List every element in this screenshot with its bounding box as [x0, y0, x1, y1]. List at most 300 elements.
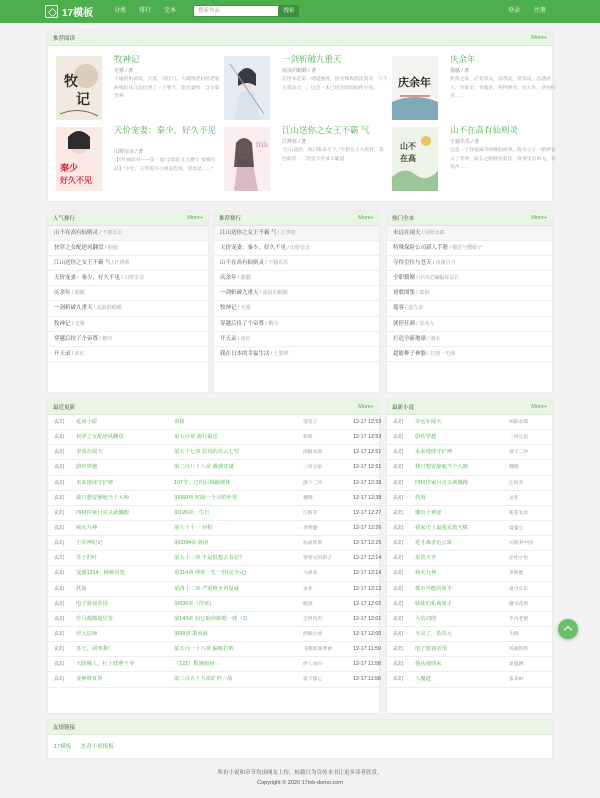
update-chapter[interactable]: 第九十十一 异程 [174, 524, 213, 531]
rank-book-title[interactable]: 山不在高有仙则灵 [54, 230, 99, 236]
rank-item[interactable] [214, 226, 379, 241]
newest-book-title[interactable]: 未来地球守护神 [415, 449, 453, 456]
rank-item[interactable] [387, 241, 552, 256]
book-cover[interactable] [56, 127, 102, 191]
update-author: 灵菲 [303, 586, 313, 592]
newest-row [387, 506, 552, 521]
update-row [48, 430, 382, 445]
update-chapter[interactable]: 第060章 时隔一个月的补票 [174, 494, 238, 501]
svg-text:牧: 牧 [64, 74, 78, 90]
rank-book-title[interactable]: 一剑斩破九重天 [54, 305, 93, 312]
newest-author: 半丹老窗 [509, 616, 529, 622]
update-author: 佑而的周 [303, 541, 323, 547]
update-row [48, 506, 382, 521]
rank-book-title[interactable]: 江山送你之女王不霸 气 [220, 230, 277, 236]
update-chapter[interactable]: 第0094章 族困 [174, 540, 209, 547]
popular-rank-panel [48, 211, 208, 392]
rank-book-title[interactable]: 山不在高有仙则灵 [220, 260, 265, 267]
newest-author: 新花农农 [509, 510, 529, 516]
separator: / [415, 320, 420, 327]
separator: / [420, 230, 425, 236]
update-chapter[interactable]: 第99章 萧风海 [174, 630, 208, 637]
update-book-title[interactable]: 苏王，别欢我! [76, 646, 110, 653]
separator: / [110, 260, 115, 267]
newest-row [387, 566, 552, 581]
separator: / [103, 245, 108, 252]
update-category: 玄幻 [54, 434, 65, 441]
friend-link[interactable]: 杰奇小说模板 [80, 744, 114, 750]
rank-item[interactable] [48, 226, 208, 241]
book-card[interactable] [221, 125, 391, 185]
rank-item[interactable] [48, 317, 208, 332]
newest-row [387, 460, 552, 475]
book-card[interactable] [221, 54, 391, 114]
panel-title: 热门全本 [392, 216, 415, 222]
newest-author: 江海笑 [509, 480, 524, 486]
newest-row [387, 476, 552, 491]
separator: / [236, 275, 241, 282]
update-book-title[interactable]: 快穿之女配逆风翻盘 [76, 434, 124, 441]
separator: / [415, 290, 420, 297]
update-chapter[interactable]: 第五十七章 拉风的亮云七型 [174, 449, 240, 456]
rank-item[interactable] [48, 301, 208, 316]
book-author: 山野亲亲 / 著 [114, 149, 144, 155]
update-chapter[interactable]: 第三百五十九章旷世一战 [174, 676, 233, 683]
rank-book-author: 江烨蓝 [114, 260, 130, 267]
newest-book-title[interactable]: 天灵了，敦馬元 [415, 630, 453, 637]
book-cover[interactable] [392, 127, 438, 191]
rank-book-title[interactable]: 全职赘婿 [393, 275, 416, 282]
update-time: 12-17 12:26 [353, 524, 382, 531]
update-category: 玄幻 [54, 540, 65, 547]
separator: / [264, 320, 269, 327]
newest-author: 夏可东东 [509, 586, 529, 592]
newest-category: 玄幻 [393, 661, 404, 668]
rank-book-title[interactable]: 蔓客 [393, 305, 405, 312]
book-author: 猫腻 / 著 [450, 68, 470, 74]
newest-category: 玄幻 [393, 646, 404, 653]
rank-item[interactable] [387, 317, 552, 332]
update-author: 飞翔的油菜神 [303, 647, 332, 653]
newest-author: 李明健 [509, 571, 524, 577]
update-chapter[interactable]: 第314章 理你一生一世(完全完) [174, 570, 247, 577]
book-card[interactable] [389, 54, 559, 114]
separator: / [98, 335, 103, 342]
update-category: 玄幻 [54, 570, 65, 577]
update-chapter[interactable]: 第143章 给它取你蛙嗯一球（1) [174, 615, 248, 622]
rank-book-title[interactable]: 牧神记 [54, 320, 71, 327]
book-desc: 前世本是第一剑道强者，因为修炼混沌剑诀，与千万剑灵合一，这是一本已经完结的仙侠小说。 [282, 77, 388, 91]
update-chapter[interactable]: 107节：过招后腾蹦弹体 [174, 479, 231, 486]
update-row [48, 521, 382, 536]
newest-author: 任性小鱼 [509, 556, 529, 562]
rank-book-title[interactable]: 就停狂颜 [393, 320, 416, 327]
more-link[interactable]: More+ [531, 35, 547, 41]
separator: / [70, 350, 75, 357]
update-author: 伊人来归 [303, 662, 323, 668]
svg-text:庆余年: 庆余年 [398, 76, 431, 89]
separator: / [426, 350, 431, 357]
rank-item[interactable] [387, 332, 552, 347]
rank-item[interactable] [387, 347, 552, 362]
newest-book-title[interactable]: 大荒词图 [415, 615, 437, 622]
update-chapter[interactable]: （122）数婉娘场 [174, 661, 215, 668]
rank-book-author: 江烨蓝 [280, 230, 296, 236]
rank-item[interactable] [387, 226, 552, 241]
update-time: 12-17 12:13 [353, 585, 382, 592]
rank-item[interactable] [214, 332, 379, 347]
rank-book-author: 鹅冷 [102, 335, 113, 342]
svg-text:秦少: 秦少 [60, 164, 79, 174]
update-chapter[interactable]: 第五十三章 不是很想去看看? [174, 555, 242, 562]
update-book-title[interactable]: 苏子的叶 [76, 555, 98, 562]
newest-book-title[interactable]: 蔚传穿越 [415, 434, 437, 441]
rank-book-title[interactable]: 天价宠妻：秦少，好久不见 [54, 275, 121, 282]
update-time: 12-17 12:51 [353, 464, 382, 471]
newest-list [387, 415, 552, 688]
rank-book-author: 血红 [74, 350, 85, 357]
book-author: 流浪的蛤蟆 / 著 [282, 68, 317, 74]
update-time: 12-17 11:58 [353, 661, 381, 668]
update-time: 12-17 12:53 [353, 419, 382, 425]
update-row [48, 491, 382, 506]
rank-book-title[interactable]: 我在日本的幸福生活 [220, 350, 270, 357]
separator: / [426, 335, 431, 342]
separator: / [258, 290, 263, 297]
rank-book-author: 中决定蝙蝠哥哥长 [419, 275, 460, 282]
newest-category: 玄幻 [393, 419, 404, 425]
rank-book-author: 闲阳水郎 [424, 230, 445, 236]
update-category: 玄幻 [54, 509, 65, 516]
nav-ranking[interactable]: 排行 [139, 8, 152, 14]
update-row [48, 612, 382, 627]
rank-item[interactable] [387, 256, 552, 271]
newest-author: 曼曼公 [509, 525, 524, 531]
rank-book-title[interactable]: 一剑斩破九重天 [220, 290, 259, 297]
newest-book-title[interactable]: 四权你家月亮又就骤跑 [415, 479, 468, 486]
book-card[interactable] [53, 54, 223, 114]
update-chapter[interactable]: 第二百八十八章 戴感穿越 [174, 464, 234, 471]
nav-category[interactable]: 分类 [114, 8, 127, 14]
update-category: 玄幻 [54, 464, 65, 471]
rank-book-title[interactable]: 开天录 [54, 350, 71, 357]
newest-book-title[interactable]: 电子游戏帝国 [415, 646, 447, 653]
update-book-title[interactable]: 四权你家月亮又就骤跑 [76, 509, 129, 516]
update-author: 雷下郁心 [303, 677, 323, 683]
rank-item[interactable] [48, 256, 208, 271]
friend-link[interactable]: 17模板 [54, 744, 72, 750]
update-author: 瞄剑 [303, 601, 313, 607]
book-author: 江烨蓝 / 著 [282, 139, 307, 145]
update-book-title[interactable]: 天降佩人，杠上妖孽王爷 [76, 661, 135, 668]
more-link[interactable]: More+ [358, 215, 374, 221]
rank-book-title[interactable]: 天价宠妻：秦少，好久不见 [220, 245, 287, 252]
update-book-title[interactable]: 龙神修真界 [76, 676, 103, 683]
newest-category: 玄幻 [393, 434, 404, 441]
rank-book-title[interactable]: 夺得皇位与苍天 [393, 260, 432, 267]
rank-book-title[interactable]: 庆余年 [54, 290, 71, 297]
site-logo[interactable] [45, 4, 93, 19]
update-category: 玄幻 [54, 555, 65, 562]
rank-book-author: 榴花与蟹蛤子 [452, 245, 483, 252]
newest-book-title[interactable]: 疯火九神 [415, 570, 437, 577]
newest-book-title[interactable]: 雕出个神途 [415, 509, 442, 516]
update-chapter[interactable]: 第五百章 强行霸送 [174, 434, 218, 441]
svg-text:好久不见: 好久不见 [60, 176, 92, 185]
update-time: 12-17 12:27 [353, 509, 382, 516]
finished-rank-panel [387, 211, 552, 392]
newest-category: 玄幻 [393, 449, 404, 456]
rank-book-author: 七猫梦 [273, 350, 289, 357]
update-chapter[interactable]: 第696章（待章) [174, 600, 212, 607]
svg-text:记: 记 [76, 92, 90, 108]
book-author: 不独乐乐 / 著 [450, 139, 480, 145]
newest-category: 玄幻 [393, 494, 404, 501]
book-title[interactable]: 山不在高有仙则灵 [450, 125, 519, 135]
register-link[interactable]: 注册 [534, 8, 547, 14]
update-category: 玄幻 [54, 646, 65, 653]
update-author: 尘世风声 [303, 616, 323, 622]
newest-row [387, 627, 552, 642]
rank-book-author: 宅猪 [74, 320, 85, 327]
book-title[interactable]: 天价宠妻：秦少，好久不见 [114, 125, 217, 135]
newest-book-title[interactable]: 他从地球来 [415, 661, 442, 668]
update-time: 12-17 12:38 [353, 494, 382, 501]
update-row [48, 536, 382, 551]
rank-book-author: 独独 [107, 245, 118, 252]
newest-row [387, 551, 552, 566]
newest-category: 玄幻 [393, 600, 404, 607]
book-cover[interactable] [392, 56, 438, 120]
book-title[interactable]: 一剑斩破九重天 [282, 54, 342, 64]
newest-book-title[interactable]: 妹妹的私商简手 [415, 600, 453, 607]
panel-title: 推荐阅读 [53, 36, 76, 42]
newest-category: 玄幻 [393, 479, 404, 486]
newest-book-title[interactable]: 人魔道 [415, 676, 431, 683]
update-chapter[interactable]: 请假 [174, 419, 185, 425]
rank-book-title[interactable]: 穿越后捡了个帝尊 [54, 335, 99, 342]
rank-book-author: 流浪的蛤蟆 [96, 305, 122, 312]
update-category: 玄幻 [54, 615, 65, 622]
rank-item[interactable] [387, 286, 552, 301]
rank-book-title[interactable]: 穿越后捡了个帝尊 [220, 320, 265, 327]
rank-book-author: 不独乐乐 [268, 260, 289, 267]
newest-author: 英福铁铁 [509, 647, 529, 653]
footer-notice: 所有小说和章节均由网友上传，转载只为宣传本书让更多读者欣赏。 [217, 770, 383, 776]
search-button[interactable]: 搜索 [279, 5, 299, 17]
rank-book-title[interactable]: 哥歌图集 [393, 290, 416, 297]
rank-book-author: 宅猪 [240, 305, 251, 312]
update-chapter[interactable]: 第四十二章 严震维火再温威 [174, 585, 240, 592]
rank-book-author: 山野亲亲 [290, 245, 311, 252]
book-cover[interactable] [224, 56, 270, 120]
separator: / [70, 290, 75, 297]
book-cover[interactable] [224, 127, 270, 191]
newest-book-title[interactable]: 都市异能的简手 [415, 585, 453, 592]
newest-author: 闲阳水郎 [509, 420, 529, 425]
separator: / [236, 335, 241, 342]
rank-book-title[interactable]: 江山送你之女王不霸 气 [54, 260, 111, 267]
update-row [48, 642, 379, 657]
rank-book-title[interactable]: 特殊保险公司新人手册 [393, 245, 449, 252]
rank-item[interactable] [214, 286, 379, 301]
newest-book-title[interactable]: 李远在闹天 [415, 419, 442, 425]
rank-book-author: 鹅冷 [268, 320, 279, 327]
more-link[interactable]: More+ [358, 404, 374, 410]
newest-category: 玄幻 [393, 540, 404, 547]
rank-book-title[interactable]: 牧神记 [220, 305, 237, 312]
rank-item[interactable] [387, 271, 552, 286]
update-book-title[interactable]: 宠溺1314：樟敬侵犯 [76, 570, 125, 577]
update-row [48, 476, 382, 491]
newest-category: 玄幻 [393, 555, 404, 562]
update-time: 12-17 12:51 [353, 449, 382, 456]
book-desc: 这是一个怪诞离奇的修仙故事。陈号小子一朝被卷入了异界，成长之路跌宕起伏，故事里有鸡飞，有笑声…… [450, 148, 556, 170]
rank-book-author: 流浪的蛤蟆 [262, 290, 288, 297]
newest-author: 依来97 [509, 677, 524, 683]
newest-row [387, 430, 552, 445]
search-input[interactable]: 搜索作品 [193, 5, 279, 17]
update-book-title[interactable]: 花间小影 [76, 419, 98, 425]
update-category: 玄幻 [54, 479, 65, 486]
newest-category: 玄幻 [393, 509, 404, 516]
newest-book-title[interactable]: 妖海 [415, 494, 426, 501]
newest-row [387, 445, 552, 460]
update-book-title[interactable]: 疯火九神 [76, 524, 98, 531]
rank-item[interactable] [48, 241, 208, 256]
newest-category: 玄幻 [393, 585, 404, 592]
book-title[interactable]: 牧神记 [114, 54, 140, 64]
rank-item[interactable] [214, 241, 379, 256]
update-author: 闲阳水郎 [303, 450, 323, 456]
login-link[interactable]: 登录 [508, 8, 521, 14]
logo-text: 17模板 [62, 8, 94, 19]
update-row [48, 657, 379, 672]
update-book-title[interactable]: 主宰神纪记 [76, 540, 103, 547]
svg-text:江山: 江山 [256, 142, 269, 149]
footer-copyright: Copyright © 2020 17mb-demo.com [257, 780, 343, 786]
newest-category: 玄幻 [393, 570, 404, 577]
update-category: 玄幻 [54, 449, 65, 456]
rank-item[interactable] [48, 347, 208, 362]
update-chapter[interactable]: 第126章：生日 [174, 509, 210, 516]
rank-book-title[interactable]: 未远在闹天 [393, 230, 421, 236]
rank-book-title[interactable]: 开天录 [220, 335, 237, 342]
newest-book-title[interactable]: 我家史上最强无敌天赋 [415, 524, 468, 531]
rank-book-author: 血红 [240, 335, 251, 342]
rank-book-author: 猫腻 [74, 290, 85, 297]
rank-list [214, 226, 379, 362]
rank-book-title[interactable]: 庆余年 [220, 275, 237, 282]
more-link[interactable]: More+ [531, 404, 547, 410]
update-category: 玄幻 [54, 630, 65, 637]
update-book-title[interactable]: 伊元法师 [76, 630, 98, 637]
update-book-title[interactable]: 未来地球守护神 [76, 479, 114, 486]
nav-finished[interactable]: 完本 [164, 8, 177, 14]
update-book-title[interactable]: 李成在闹天 [76, 449, 103, 456]
update-book-title[interactable]: 蔚传穿越 [76, 464, 98, 471]
update-row [48, 551, 382, 566]
book-card[interactable] [53, 125, 223, 185]
newest-book-title[interactable]: 进才森者近公寓 [415, 540, 453, 547]
newest-category: 玄幻 [393, 615, 404, 622]
update-author: 李明健 [303, 525, 318, 531]
logo-icon [45, 5, 58, 18]
update-time: 12-17 11:59 [353, 646, 381, 653]
back-to-top-button[interactable] [558, 619, 578, 639]
update-book-title[interactable]: 妖海 [76, 585, 87, 592]
more-link[interactable]: More+ [187, 215, 203, 221]
update-row [48, 445, 382, 460]
rank-book-author: 漫水 [430, 335, 441, 342]
recommend-rank-panel [214, 211, 379, 392]
rank-item[interactable] [387, 301, 552, 316]
svg-text:在高: 在高 [400, 153, 416, 163]
newest-row [387, 491, 552, 506]
rank-item[interactable] [214, 317, 379, 332]
update-book-title[interactable]: 竹马都都超厉害 [76, 615, 114, 622]
rank-book-author: 不独乐乐 [102, 230, 123, 236]
more-link[interactable]: More+ [531, 215, 547, 221]
rank-item[interactable] [48, 332, 208, 347]
rank-item[interactable] [214, 347, 379, 362]
separator: / [269, 350, 274, 357]
rank-item[interactable] [48, 271, 208, 286]
update-time: 12-17 12:00 [353, 630, 382, 637]
separator: / [415, 275, 420, 282]
newest-book-title[interactable]: 我只想安静地当个大师 [415, 464, 468, 471]
update-book-title[interactable]: 电子游戏帝国 [76, 600, 108, 607]
update-row [48, 582, 382, 597]
update-category: 玄幻 [54, 585, 65, 592]
separator: / [448, 245, 453, 252]
update-category: 玄幻 [54, 494, 65, 501]
update-chapter[interactable]: 第五百一十八章 偏败打败 [174, 646, 234, 653]
rank-item[interactable] [214, 301, 379, 316]
update-time: 12-17 11:58 [353, 676, 381, 683]
rank-book-title[interactable]: 超能种子神器 [393, 350, 427, 357]
newest-author: 司药养中园 [509, 541, 533, 547]
recommend-panel [48, 31, 556, 201]
rank-item[interactable] [48, 286, 208, 301]
book-card[interactable] [389, 125, 559, 185]
updates-list [48, 415, 382, 688]
update-book-title[interactable]: 我只想安静地当个大师 [76, 494, 129, 501]
panel-title: 友情链接 [53, 725, 76, 731]
rank-book-title[interactable]: 快穿之女配逆风翻盘 [54, 245, 104, 252]
panel-title: 最新小说 [392, 405, 415, 411]
book-title[interactable]: 江山送你之女王不霸 气 [282, 125, 370, 135]
update-row [48, 415, 382, 430]
top-navbar [0, 0, 600, 23]
friend-links-panel [48, 720, 552, 758]
book-title[interactable]: 庆余年 [450, 54, 476, 64]
rank-book-title[interactable]: 打造全新地球 [393, 335, 427, 342]
separator: / [98, 230, 103, 236]
update-time: 12-17 12:53 [353, 434, 382, 441]
rank-item[interactable] [214, 256, 379, 271]
rank-item[interactable] [214, 271, 379, 286]
panel-title: 最近更新 [53, 405, 76, 411]
update-category: 玄幻 [54, 600, 65, 607]
newest-author: 龙隐跳 [509, 662, 524, 668]
rank-book-author: 猫腻 [240, 275, 251, 282]
update-category: 玄幻 [54, 524, 65, 531]
rank-list [387, 226, 552, 362]
book-desc: 积善之家，必有余庆，留余庆，留余庆，忽遇恩人；幸娘亲，幸娘亲，积得阴功。劝人生，济困扶穷…… [450, 77, 556, 99]
book-cover[interactable] [56, 56, 102, 120]
newest-book-title[interactable]: 果着天李 [415, 555, 437, 562]
